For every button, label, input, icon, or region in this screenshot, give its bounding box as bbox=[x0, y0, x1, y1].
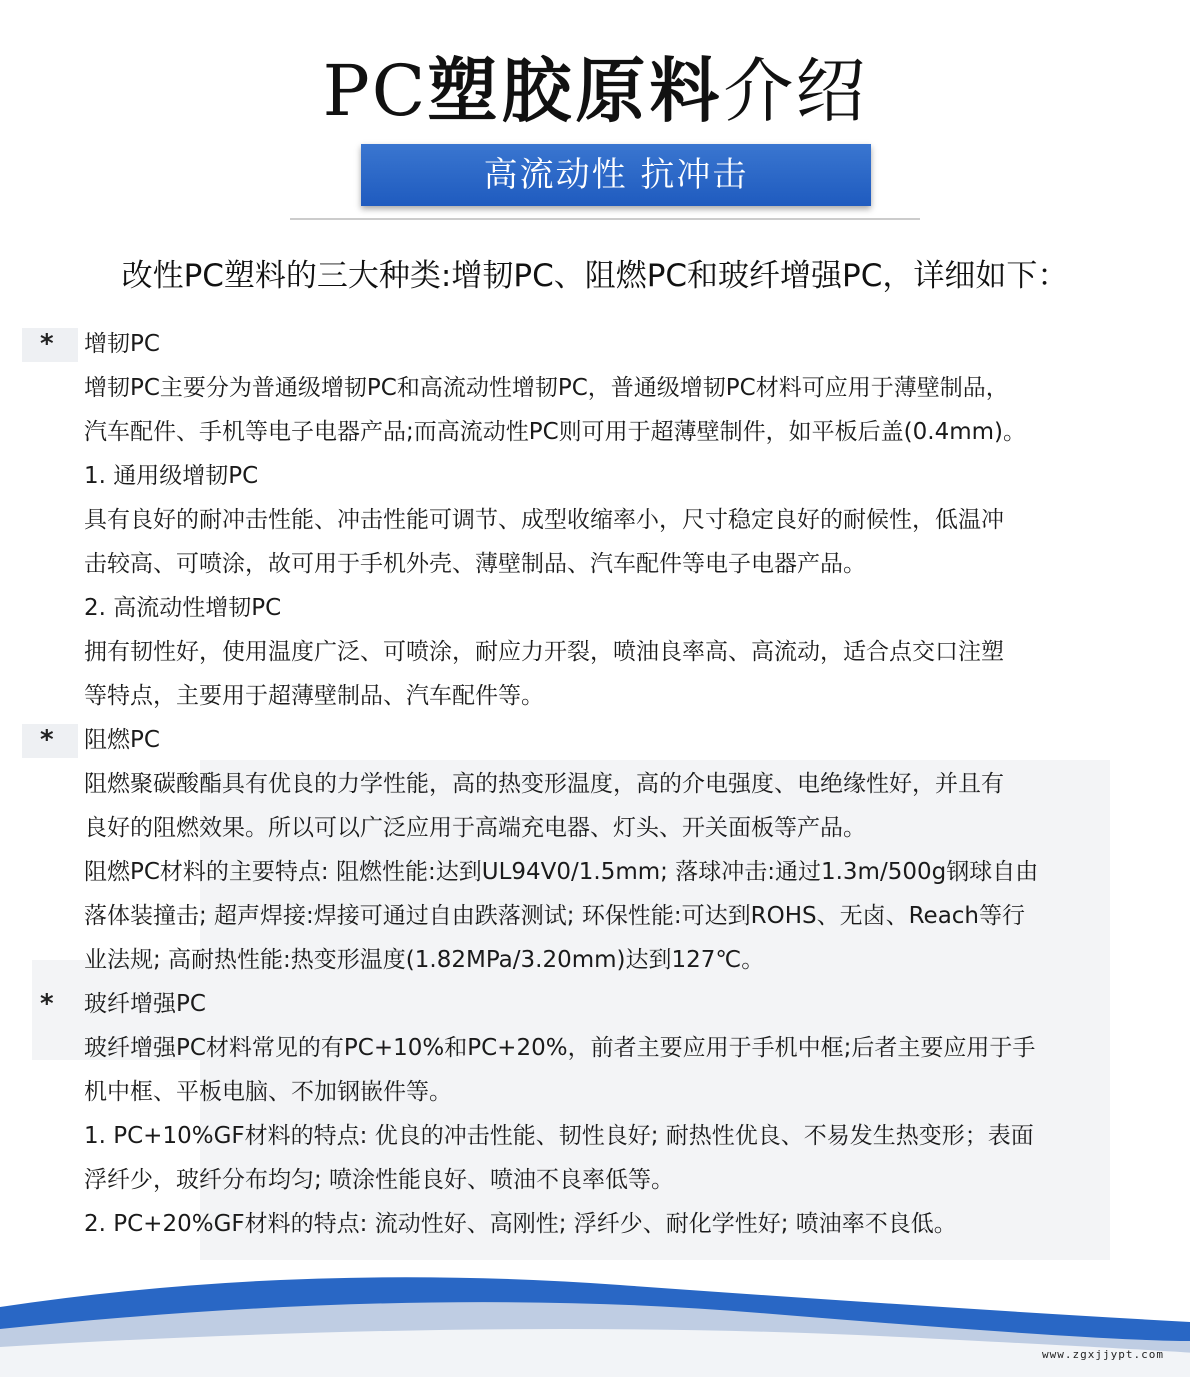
title-part-main: 塑胶原料 bbox=[427, 50, 724, 132]
asterisk-icon: * bbox=[40, 725, 54, 755]
paragraph-line: 2. 高流动性增韧PC bbox=[84, 595, 282, 621]
paragraph-line: 浮纤少，玻纤分布均匀; 喷涂性能良好、喷油不良率低等。 bbox=[84, 1167, 675, 1193]
paragraph-line: 击较高、可喷涂，故可用于手机外壳、薄壁制品、汽车配件等电子电器产品。 bbox=[84, 551, 866, 577]
section-heading-toughened-pc bbox=[40, 322, 1108, 366]
section-heading-flame-retardant-pc bbox=[40, 718, 1108, 762]
section-heading-glass-fiber-pc bbox=[40, 982, 1108, 1026]
paragraph-line: 1. 通用级增韧PC bbox=[84, 463, 259, 489]
paragraph-line: 1. PC+10%GF材料的特点: 优良的冲击性能、韧性良好; 耐热性优良、不易发生热变形；表面 bbox=[84, 1123, 1034, 1149]
paragraph-line: 具有良好的耐冲击性能、冲击性能可调节、成型收缩率小，尺寸稳定良好的耐候性，低温冲 bbox=[84, 507, 1004, 533]
title-part-intro: 介绍 bbox=[723, 50, 868, 132]
asterisk-icon: * bbox=[40, 989, 54, 1019]
paragraph-line: 阻燃聚碳酸酯具有优良的力学性能，高的热变形温度，高的介电强度、电绝缘性好，并且有 bbox=[84, 771, 1004, 797]
intro-text: 改性PC塑料的三大种类:增韧PC、阻燃PC和玻纤增强PC，详细如下： bbox=[121, 258, 1069, 294]
page-title bbox=[0, 50, 1190, 132]
watermark-url: www.zgxjjypt.com bbox=[1042, 1348, 1164, 1361]
paragraph-line: 良好的阻燃效果。所以可以广泛应用于高端充电器、灯头、开关面板等产品。 bbox=[84, 815, 866, 841]
section-title: 玻纤增强PC bbox=[84, 991, 206, 1017]
paragraph-line: 玻纤增强PC材料常见的有PC+10%和PC+20%，前者主要应用于手机中框;后者主要应用于手 bbox=[84, 1035, 1036, 1061]
paragraph-line: 增韧PC主要分为普通级增韧PC和高流动性增韧PC，普通级增韧PC材料可应用于薄壁制品， bbox=[84, 375, 1009, 401]
section-title: 增韧PC bbox=[84, 331, 160, 357]
paragraph-line: 2. PC+20%GF材料的特点: 流动性好、高刚性; 浮纤少、耐化学性好; 喷油率不良低。 bbox=[84, 1211, 957, 1237]
divider bbox=[290, 218, 920, 220]
section-title: 阻燃PC bbox=[84, 727, 160, 753]
asterisk-icon: * bbox=[40, 329, 54, 359]
feature-banner: 高流动性 抗冲击 bbox=[361, 144, 871, 206]
title-part-pc: PC bbox=[322, 50, 428, 132]
paragraph-line: 汽车配件、手机等电子电器产品;而高流动性PC则可用于超薄壁制件，如平板后盖(0.4mm)。 bbox=[84, 419, 1027, 445]
paragraph-line: 拥有韧性好，使用温度广泛、可喷涂，耐应力开裂，喷油良率高、高流动，适合点交口注塑 bbox=[84, 639, 1004, 665]
paragraph-line: 阻燃PC材料的主要特点: 阻燃性能:达到UL94V0/1.5mm; 落球冲击:通过1.3m/500g钢球自由 bbox=[84, 859, 1039, 885]
paragraph-line: 落体装撞击; 超声焊接:焊接可通过自由跌落测试; 环保性能:可达到ROHS、无卤、Reach等行 bbox=[84, 903, 1026, 929]
paragraph-line: 业法规; 高耐热性能:热变形温度(1.82MPa/3.20mm)达到127℃。 bbox=[84, 947, 765, 973]
content-body bbox=[40, 322, 1108, 1246]
paragraph-line: 等特点，主要用于超薄壁制品、汽车配件等。 bbox=[84, 683, 544, 709]
bottom-wave-decoration bbox=[0, 1267, 1190, 1377]
paragraph-line: 机中框、平板电脑、不加钢嵌件等。 bbox=[84, 1079, 452, 1105]
